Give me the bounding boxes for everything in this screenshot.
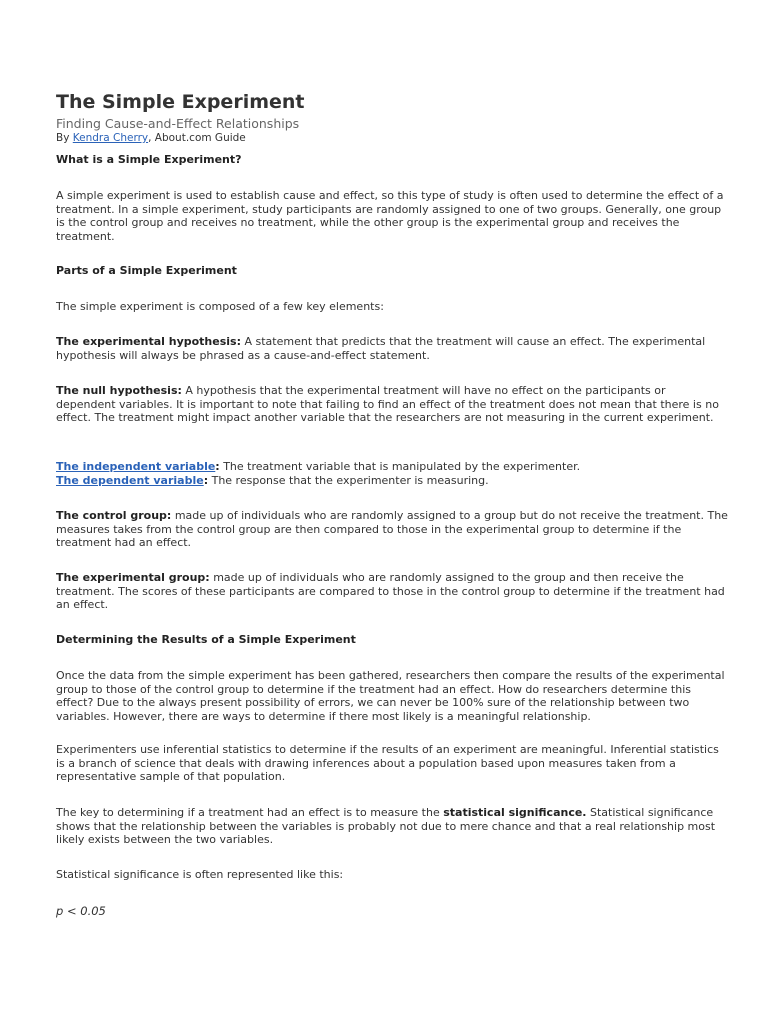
dependent-variable-link[interactable]: The dependent variable [56,473,204,487]
independent-variable-link[interactable]: The independent variable [56,460,216,473]
page-title: The Simple Experiment [56,91,305,113]
results-p3-block [56,806,728,847]
results-p3-before: The key to determining if a treatment had an effect is to measure the [56,806,444,819]
results-heading-block [56,633,728,647]
results-p2-block [56,743,728,784]
section-heading: Parts of a Simple Experiment [56,264,237,277]
significance-formula: p < 0.05 [56,904,106,918]
hypothesis-block [56,335,728,362]
results-paragraph-4: Statistical significance is often represented like this: [56,868,344,881]
intro-paragraph-block [56,189,728,243]
dependent-variable-line [56,474,728,488]
control-group-text: made up of individuals who are randomly assigned to a group but do not receive the treatment. The measures takes from the control group are then compared to those in the experimental group to determine if the treatment had an effect. [56,509,728,550]
results-paragraph-1: Once the data from the simple experiment has been gathered, researchers then compare the results of the experimental group to those of the control group to determine if the treatment had an effect. How do researchers determine this effect? Due to the always present possibility of errors, we can never be 100% sure of the relationship between two variables. However, there are ways to determine if there most likely is a meaningful relationship. [56,669,725,723]
independent-variable-text: The treatment variable that is manipulated by the experimenter. [219,460,581,473]
intro-paragraph: A simple experiment is used to establish cause and effect, so this type of study is often used to determine the effect of a treatment. In a simple experiment, study participants are randomly assigned to one of two groups. Generally, one group is the control group and receives no treatment, while the other group is the experimental group and receives the treatment. [56,189,724,243]
formula-block [56,904,728,918]
null-hypothesis-text: A hypothesis that the experimental treatment will have no effect on the participants or dependent variables. It is important to note that failing to find an effect of the treatment does not mean that there is no effect. The treatment might impact another variable that the researchers are not measuring in the current experiment. [56,384,719,425]
parts-intro-block [56,300,728,314]
byline-suffix: , About.com Guide [148,132,246,144]
page-subtitle: Finding Cause-and-Effect Relationships [56,116,300,131]
variables-block [56,460,728,487]
control-group-block [56,509,728,550]
author-link[interactable]: Kendra Cherry [72,132,149,144]
independent-variable-line [56,460,728,474]
null-hypothesis-paragraph [56,384,728,425]
results-p3-after: Statistical significance shows that the relationship between the variables is probably not due to mere chance and that a real relationship most likely exists between the two variables. [56,806,716,847]
control-group-paragraph [56,509,728,550]
independent-variable-colon: : [215,460,220,473]
byline [56,132,728,145]
control-group-term: The control group: [56,509,172,522]
experimental-group-block [56,571,728,612]
section-what-is [56,153,728,167]
experimental-group-paragraph [56,571,728,612]
hypothesis-paragraph [56,335,728,362]
results-p4-block [56,868,728,882]
hypothesis-text: A statement that predicts that the treatment will cause an effect. The experimental hypothesis will always be phrased as a cause-and-effect statement. [56,335,706,362]
parts-intro: The simple experiment is composed of a few key elements: [56,300,384,313]
parts-heading-block [56,264,728,278]
dependent-variable-text: The response that the experimenter is measuring. [208,473,489,487]
experimental-group-term: The experimental group: [56,571,210,584]
null-hypothesis-block [56,384,728,425]
dependent-variable-colon: : [203,473,209,487]
section-heading: Determining the Results of a Simple Experiment [56,633,356,646]
hypothesis-term: The experimental hypothesis: [56,335,241,348]
experimental-group-text: made up of individuals who are randomly assigned to the group and then receive the treatment. The scores of these participants are compared to those in the control group to determine if the treatment had an effect. [56,571,725,612]
article-header [56,90,728,145]
statistical-significance-term: statistical significance. [443,806,587,819]
section-heading: What is a Simple Experiment? [56,153,242,166]
results-paragraph-3 [56,806,728,847]
results-p1-block [56,669,728,723]
byline-prefix: By [56,132,73,144]
results-paragraph-2: Experimenters use inferential statistics to determine if the results of an experiment are meaningful. Inferential statistics is a branch of science that deals with drawing inferences about a population based upon measures taken from a representative sample of that population. [56,743,719,784]
null-hypothesis-term: The null hypothesis: [56,384,182,397]
